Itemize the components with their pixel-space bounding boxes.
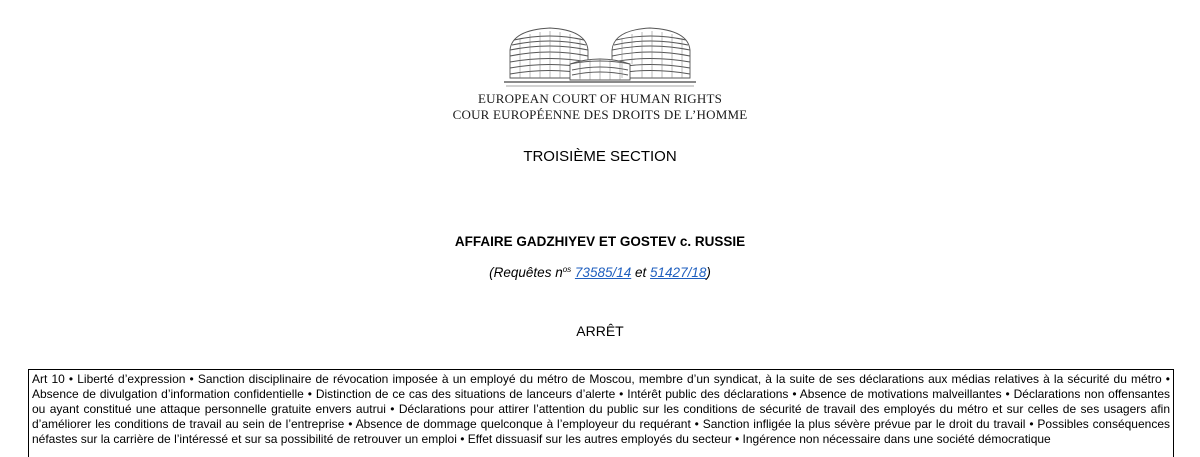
applications-and: et — [635, 265, 647, 280]
judgment-title: ARRÊT — [576, 323, 624, 339]
applications-prefix: (Requêtes n — [489, 265, 563, 280]
court-building-icon — [500, 20, 700, 92]
section-title: TROISIÈME SECTION — [523, 148, 677, 165]
application-link-1[interactable]: 73585/14 — [574, 265, 632, 280]
keywords-box — [28, 369, 1174, 457]
case-title: AFFAIRE GADZHIYEV ET GOSTEV c. RUSSIE — [454, 234, 746, 249]
applications-superscript: os — [562, 265, 572, 274]
application-numbers — [0, 265, 1200, 280]
application-link-2[interactable]: 51427/18 — [650, 265, 707, 280]
court-name-french: COUR EUROPÉENNE DES DROITS DE L’HOMME — [452, 107, 748, 122]
court-name-english: EUROPEAN COURT OF HUMAN RIGHTS — [477, 91, 723, 106]
keywords-text: Art 10 • Liberté d’expression • Sanction disciplinaire de révocation imposée à un employé du métro de Moscou, membre d’un syndicat, à la suite de ses déclarations aux médias relatives à la sécurité du métro • Absence de divulgation d’information confidentielle • Distinction de ce cas des situations de lanceurs d’alerte • Intérêt public des déclarations • Absence de motivations malveillantes • Déclarations non offensantes ou ayant constitué une attaque personnelle gratuite envers autrui • Déclarations pour attirer l’attention du public sur les conditions de sécurité de travail des employés du métro et sur celles de ses usagers afin d’améliorer les conditions de travail au sein de l’entreprise • Absence de dommage quelconque à l’employeur du requérant • Sanction infligée la plus sévère prévue par le droit du travail • Possibles conséquences néfastes sur la carrière de l’intéressé et sur sa possibilité de retrouver un emploi • Effet dissuasif sur les autres employés du secteur • Ingérence non nécessaire dans une société démocratique — [32, 372, 1170, 446]
applications-suffix: ) — [706, 265, 711, 280]
